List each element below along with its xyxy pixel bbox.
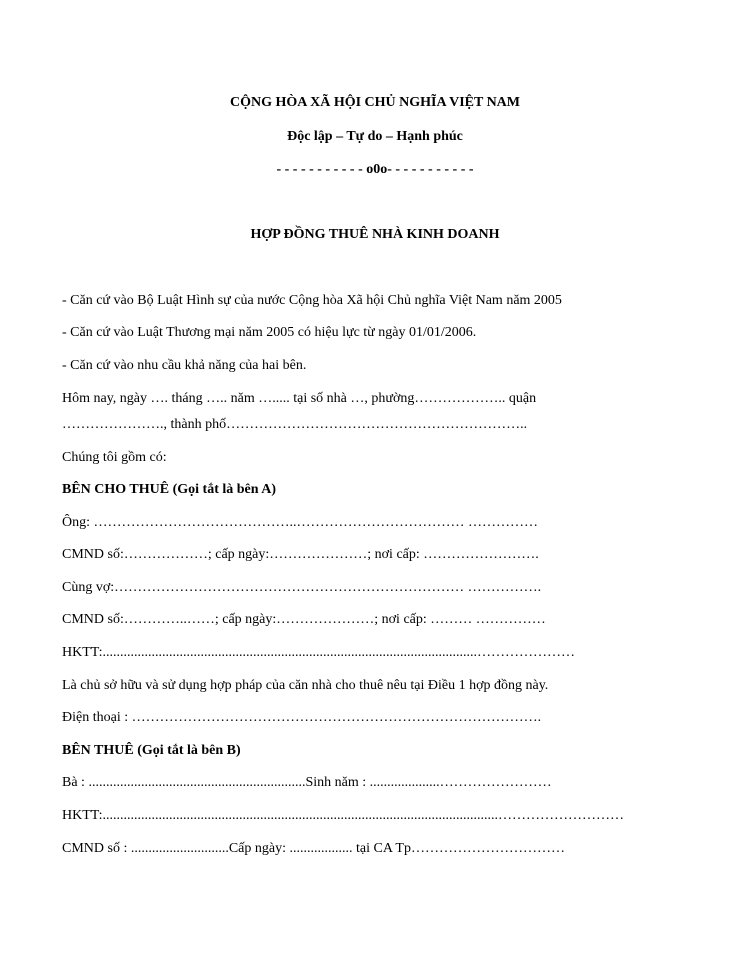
party-a-address: HKTT:...........................................................................................................…………………	[62, 645, 576, 660]
party-b-id: CMND số : ............................Cấp ngày: .................. tại CA Tp……………………………	[62, 841, 565, 856]
party-a-phone: Điện thoại : …………………………………………………………………………….	[62, 710, 542, 725]
party-a-id: CMND số:………………; cấp ngày:…………………; nơi cấp: …………………….	[62, 547, 539, 562]
separator: - - - - - - - - - - - o0o- - - - - - - - - - -	[276, 162, 474, 177]
nation-header: CỘNG HÒA XÃ HỘI CHỦ NGHĨA VIỆT NAM	[229, 95, 520, 110]
party-a-heading: BÊN CHO THUÊ (Gọi tắt là bên A)	[62, 482, 277, 497]
intro-line: …………………., thành phố………………………………………………………..	[62, 417, 528, 432]
basis-item: - Căn cứ vào Luật Thương mại năm 2005 có hiệu lực từ ngày 01/01/2006.	[62, 325, 477, 340]
party-b-heading: BÊN THUÊ (Gọi tắt là bên B)	[62, 743, 241, 758]
party-a-spouse: Cùng vợ:………………………………………………………………… …………….	[62, 580, 542, 595]
motto: Độc lập – Tự do – Hạnh phúc	[287, 129, 463, 144]
parties-intro: Chúng tôi gồm có:	[62, 450, 167, 465]
party-b-address: HKTT:.................................................................................................................………………………	[62, 808, 625, 823]
intro-line: Hôm nay, ngày …. tháng ….. năm …..... tại số nhà …, phường……………….. quận	[62, 391, 537, 406]
basis-item: - Căn cứ vào nhu cầu khả năng của hai bên.	[62, 358, 307, 373]
party-a-name: Ông: ……………………………………..……………………………… ……………	[62, 515, 538, 530]
party-a-spouse-id: CMND số:…………..……; cấp ngày:…………………; nơi cấp: ……… ……………	[62, 612, 546, 627]
party-a-ownership: Là chủ sở hữu và sử dụng hợp pháp của căn nhà cho thuê nêu tại Điều 1 hợp đồng này.	[62, 678, 549, 693]
basis-item: - Căn cứ vào Bộ Luật Hình sự của nước Cộng hòa Xã hội Chủ nghĩa Việt Nam năm 2005	[62, 293, 562, 308]
party-b-name: Bà : ..............................................................Sinh năm : ....................……………………	[62, 775, 552, 790]
contract-title: HỢP ĐỒNG THUÊ NHÀ KINH DOANH	[250, 227, 500, 242]
